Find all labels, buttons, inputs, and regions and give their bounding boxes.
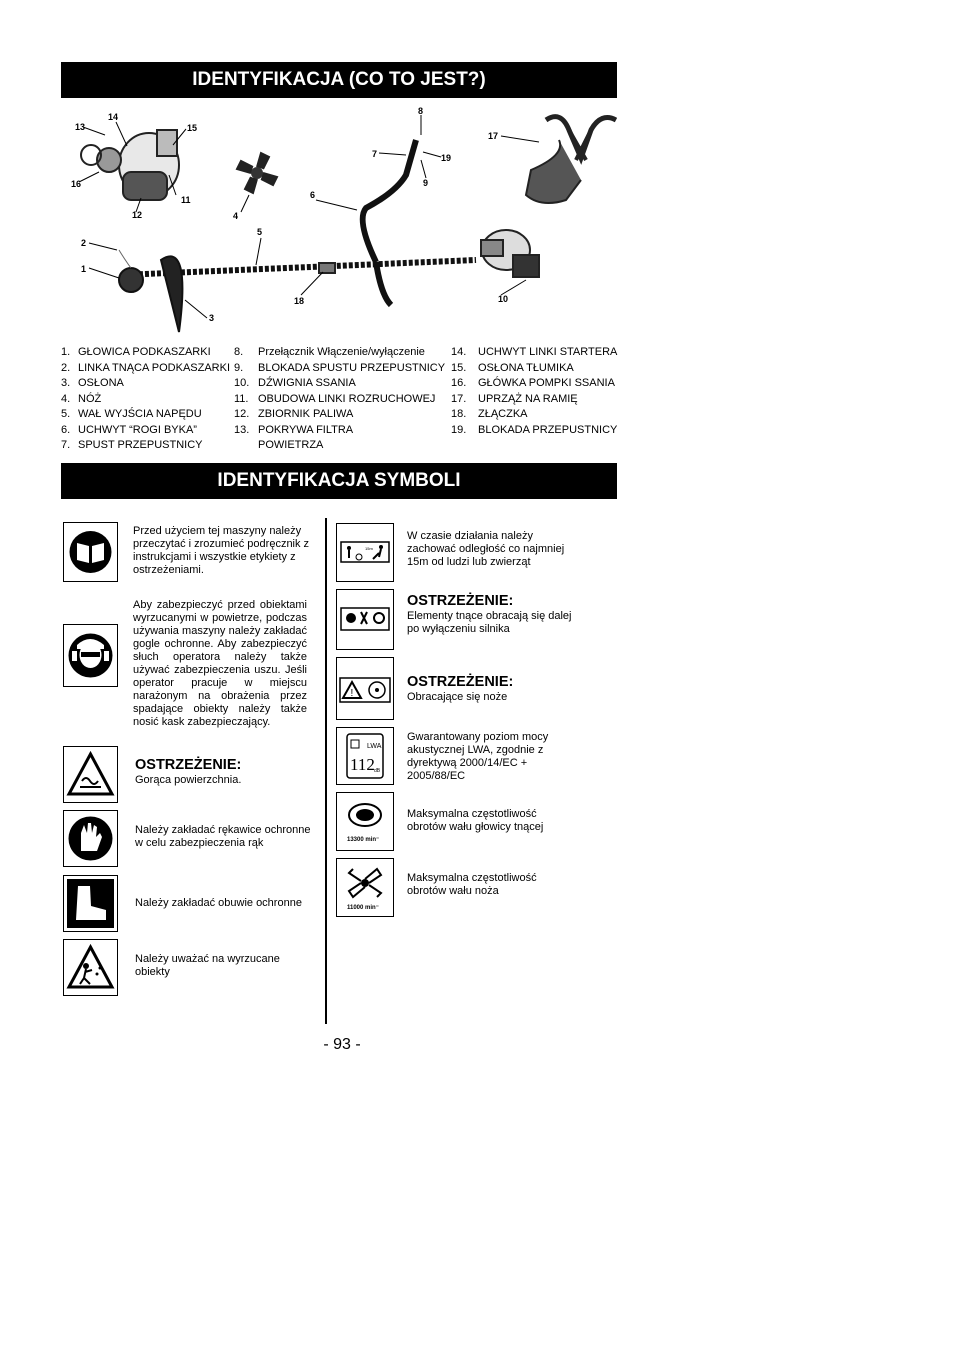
thrown-objects-icon — [63, 939, 118, 996]
engine-illustration — [481, 230, 539, 277]
svg-text:112: 112 — [350, 755, 375, 774]
part-item: 10. DŹWIGNIA SSANIA — [234, 377, 356, 389]
read-manual-icon — [63, 522, 118, 582]
gloves-text: Należy zakładać rękawice ochronne w celu zabezpieczenia rąk — [135, 824, 311, 849]
part-item: 14. UCHWYT LINKI STARTERA — [451, 346, 618, 358]
engine-closeup-illustration — [81, 130, 179, 200]
callout-6: 6 — [310, 190, 316, 200]
warning-title: OSTRZEŻENIE: — [407, 674, 514, 690]
rotating-blades-icon — [336, 657, 394, 720]
part-item: 7. SPUST PRZEPUSTNICY — [61, 439, 203, 451]
callout-7: 7 — [372, 149, 378, 159]
face-protection-text: Aby zabezpieczyć przed obiektami wyrzucanymi w powietrze, podczas używania maszyny należy zakładać gogle ochronne. Aby zabezpieczyć słuch operatora należy także używać zabezpieczenia uszu. Jeśli operator pracuje w miejscu narażonym na obrażenia przez spadające obiekty należy także nosić kask zabezpieczający. — [133, 599, 307, 728]
bull-horn-handle — [363, 140, 416, 305]
rotating-after-stop-icon — [336, 589, 394, 650]
safety-boots-text: Należy zakładać obuwie ochronne — [135, 897, 302, 909]
warning-text: Obracające się noże — [407, 691, 508, 703]
head-max-speed-text: Maksymalna częstotliwość obrotów wału głowicy tnącej — [407, 808, 544, 833]
callout-9: 9 — [423, 178, 429, 188]
callout-13: 13 — [75, 122, 86, 132]
rotating-blades-block — [407, 674, 572, 704]
callout-2: 2 — [81, 238, 87, 248]
trimmer-head — [119, 268, 143, 292]
parts-list-col1 — [61, 345, 230, 454]
svg-text:LWA: LWA — [367, 743, 382, 750]
hot-surface-block — [135, 757, 315, 787]
svg-text:!: ! — [350, 688, 354, 699]
svg-text:dB: dB — [374, 768, 381, 774]
part-item: 12. ZBIORNIK PALIWA — [234, 408, 354, 420]
part-item: 6. UCHWYT “ROGI BYKA” — [61, 423, 197, 436]
blade-max-speed-icon — [336, 858, 394, 917]
page-number: - 93 - — [323, 1036, 361, 1053]
part-item: 3. OSŁONA — [61, 377, 124, 389]
callout-17: 17 — [488, 131, 499, 141]
part-item: 13. POKRYWA FILTRA — [234, 423, 354, 436]
parts-list-col3 — [451, 345, 617, 438]
callout-5: 5 — [257, 227, 263, 237]
part-item: 17. UPRZĄŻ NA RAMIĘ — [451, 392, 578, 405]
part-item: 8. Przełącznik Włączenie/wyłączenie — [234, 346, 425, 358]
callout-8: 8 — [418, 106, 424, 116]
warning-title: OSTRZEŻENIE: — [135, 757, 242, 773]
svg-text:11000 min⁻: 11000 min⁻ — [347, 905, 379, 911]
face-protection-icon — [63, 624, 118, 687]
callout-4: 4 — [233, 211, 239, 221]
callout-19: 19 — [441, 153, 452, 163]
guard — [161, 256, 182, 332]
part-item: POWIETRZA — [258, 439, 324, 451]
hot-surface-icon — [63, 746, 118, 803]
svg-text:15m: 15m — [365, 546, 373, 551]
svg-text:13300 min⁻: 13300 min⁻ — [347, 837, 380, 843]
part-item: 9. BLOKADA SPUSTU PRZEPUSTNICY — [234, 361, 446, 374]
head-max-speed-icon — [336, 792, 394, 851]
read-manual-text: Przed użyciem tej maszyny należy przeczytać i zrozumieć podręcznik z instrukcjami i wszystkie etykiety z ostrzeżeniami. — [133, 525, 310, 576]
part-item: 4. NÓŻ — [61, 392, 102, 405]
part-item: 16. GŁÓWKA POMPKI SSANIA — [451, 377, 615, 389]
callout-15: 15 — [187, 123, 198, 133]
safety-boots-icon — [63, 875, 118, 932]
trimmer-parts-diagram — [61, 100, 617, 340]
column-divider — [325, 518, 327, 1024]
callout-12: 12 — [132, 210, 143, 220]
callout-10: 10 — [498, 294, 509, 304]
noise-level-icon — [336, 727, 394, 785]
callout-18: 18 — [294, 296, 305, 306]
section-title-identification: IDENTYFIKACJA (CO TO JEST?) — [61, 62, 617, 98]
part-item: 1. GŁOWICA PODKASZARKI — [61, 346, 211, 358]
callout-1: 1 — [81, 264, 87, 274]
warning-title: OSTRZEŻENIE: — [407, 593, 514, 609]
harness-illustration — [526, 117, 616, 203]
coupler — [319, 263, 335, 273]
part-item: 11. OBUDOWA LINKI ROZRUCHOWEJ — [234, 392, 436, 405]
callout-3: 3 — [209, 313, 215, 323]
part-item: 19. BLOKADA PRZEPUSTNICY — [451, 423, 618, 436]
callout-11: 11 — [181, 195, 191, 205]
warning-text: Elementy tnące obracają się dalej po wyłączeniu silnika — [407, 610, 572, 635]
gloves-icon — [63, 810, 118, 867]
part-item: 18. ZŁĄCZKA — [451, 408, 528, 420]
parts-list-col2 — [234, 345, 445, 454]
warning-text: Gorąca powierzchnia. — [135, 774, 242, 786]
part-item: 5. WAŁ WYJŚCIA NAPĘDU — [61, 408, 202, 420]
noise-level-text: Gwarantowany poziom mocy akustycznej LWA, zgodnie z dyrektywą 2000/14/EC + 2005/88/EC — [407, 731, 549, 782]
section-title-symbols: IDENTYFIKACJA SYMBOLI — [61, 463, 617, 499]
blade-illustration — [237, 153, 277, 193]
part-item: 2. LINKA TNĄCA PODKASZARKI — [61, 361, 231, 374]
callout-16: 16 — [71, 179, 82, 189]
distance-warning-icon — [336, 523, 394, 582]
thrown-objects-text: Należy uważać na wyrzucane obiekty — [135, 953, 280, 978]
callout-14: 14 — [108, 112, 119, 122]
distance-text: W czasie działania należy zachować odległość co najmniej 15m od ludzi lub zwierząt — [407, 530, 565, 568]
part-item: 15. OSŁONA TŁUMIKA — [451, 361, 574, 374]
blade-max-speed-text: Maksymalna częstotliwość obrotów wału noża — [407, 872, 537, 897]
rotating-after-stop-block — [407, 593, 572, 636]
